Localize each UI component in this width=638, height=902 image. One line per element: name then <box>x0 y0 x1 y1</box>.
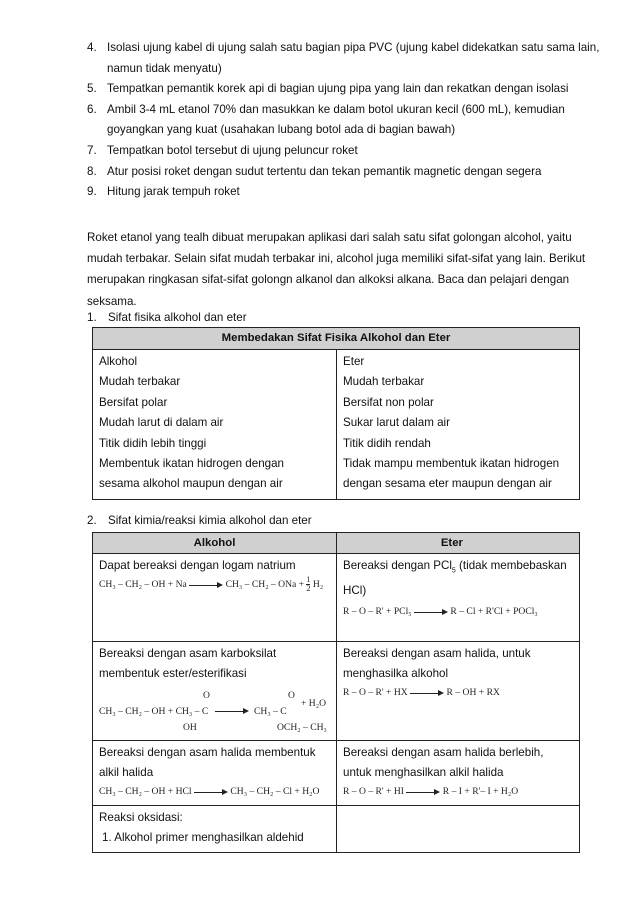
reaction-arrow <box>414 608 448 616</box>
table-cell: Bereaksi dengan asam halida berlebih, untuk menghasilkan alkil halida R – O – R' + HI R – I + R'– I + H₂O <box>337 741 580 806</box>
table-cell <box>337 806 580 853</box>
reaction-equation: R – O – R' + HI R – I + R'– I + H₂O <box>343 786 519 797</box>
list-item: 8. Atur posisi roket dengan sudut tertentu dan tekan pemantik magnetic dengan segera <box>87 164 542 178</box>
list-item: 9. Hitung jarak tempuh roket <box>87 185 240 199</box>
eter-column: Eter Mudah terbakar Bersifat non polar Sukar larut dalam air Titik didih rendah Tidak mampu membentuk ikatan hidrogen dengan sesama eter maupun dengan air <box>337 350 580 500</box>
section-heading: 1. Sifat fisika alkohol dan eter <box>87 311 247 324</box>
table-header: Membedakan Sifat Fisika Alkohol dan Eter <box>93 328 580 350</box>
reaction-equation: CH₃ – CH₂ – OH + Na CH₃ – CH₂ – ONa + $\frac{1}{2}$ H₂ <box>99 575 324 594</box>
table-cell: Dapat bereaksi dengan logam natrium CH₃ – CH₂ – OH + Na CH₃ – CH₂ – ONa + $\frac{1}{2}$ H₂ <box>93 554 337 642</box>
list-item: 4. Isolasi ujung kabel di ujung salah satu bagian pipa PVC (ujung kabel didekatkan satu sama lain, namun tidak menyatu) <box>87 41 600 75</box>
section-heading: 2. Sifat kimia/reaksi kimia alkohol dan eter <box>87 514 312 527</box>
list-item: 6. Ambil 3-4 mL etanol 70% dan masukkan ke dalam botol ukuran kecil (600 mL), kemudian goyangkan yang kuat (usahakan lubang botol ada di bagian bawah) <box>87 102 565 137</box>
reaction-arrow <box>189 581 223 589</box>
col-eter-header: Eter <box>337 533 580 554</box>
table-cell: Bereaksi dengan asam halida membentuk alkil halida CH₃ – CH₂ – OH + HCl CH₃ – CH₂ – Cl + H₂O <box>93 741 337 806</box>
reaction-arrow <box>406 788 440 796</box>
alkohol-column: Alkohol Mudah terbakar Bersifat polar Mudah larut di dalam air Titik didih lebih tinggi Membentuk ikatan hidrogen dengan sesama alkohol maupun dengan air <box>93 350 337 500</box>
col-alkohol-header: Alkohol <box>93 533 337 554</box>
procedure-steps <box>87 38 607 203</box>
table-cell: Bereaksi dengan asam karboksilat membentuk ester/esterifikasi CH₃ – CH₂ – OH + CH₃ – C O OH CH₃ – C O OCH₂ – CH₃ + H₂O <box>93 642 337 741</box>
physical-properties-table <box>92 327 580 500</box>
reaction-arrow <box>410 689 444 697</box>
reaction-equation: CH₃ – CH₂ – OH + HCl CH₃ – CH₂ – Cl + H₂O <box>99 786 320 797</box>
list-item: 5. Tempatkan pemantik korek api di bagian ujung pipa yang lain dan rekatkan dengan isolasi <box>87 82 569 96</box>
intro-paragraph: Roket etanol yang tealh dibuat merupakan aplikasi dari salah satu sifat golongan alcohol, yaitu mudah terbakar. Selain sifat mudah terbakar ini, alcohol juga memiliki sifat-sifat yang lain. Berikut merupakan ringkasan sifat-sifat golongn alkanol dan alkoksi alkana. Baca dan pelajari dengan seksama. <box>87 231 586 308</box>
reaction-equation: R – O – R' + PCl₅ R – Cl + R'Cl + POCl₃ <box>343 606 538 618</box>
table-cell: Bereaksi dengan PCl$_5$ (tidak membebaskan HCl) R – O – R' + PCl₅ R – Cl + R'Cl + POCl₃ <box>337 554 580 642</box>
fraction: $\frac{1}{2}$ <box>306 575 311 594</box>
list-item: 7. Tempatkan botol tersebut di ujung peluncur roket <box>87 143 358 157</box>
reaction-equation: R – O – R' + HX R – OH + RX <box>343 687 500 698</box>
chemical-properties-table <box>92 532 580 853</box>
reaction-arrow <box>215 707 249 715</box>
table-cell: Reaksi oksidasi: 1. Alkohol primer menghasilkan aldehid <box>93 806 337 853</box>
reaction-arrow <box>194 788 228 796</box>
esterification-structure: CH₃ – CH₂ – OH + CH₃ – C O OH CH₃ – C O OCH₂ – CH₃ + H₂O <box>99 690 327 733</box>
table-cell: Bereaksi dengan asam halida, untuk menghasilka alkohol R – O – R' + HX R – OH + RX <box>337 642 580 741</box>
